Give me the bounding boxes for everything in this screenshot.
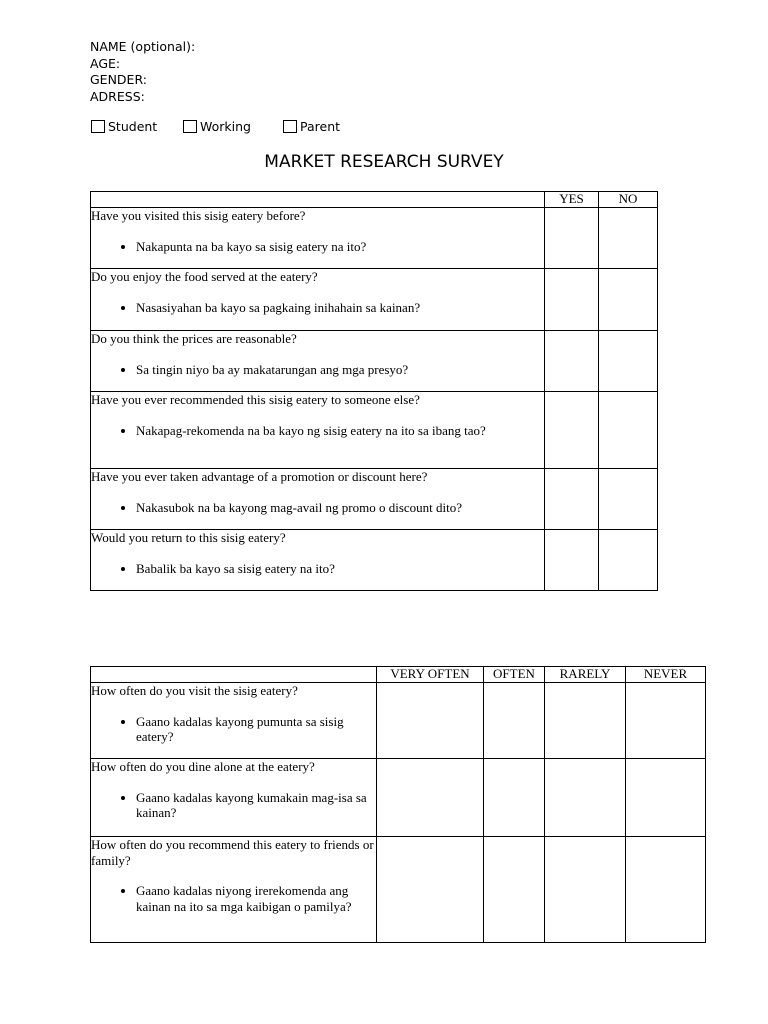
table-row	[91, 759, 706, 837]
often-header: OFTEN	[484, 667, 545, 683]
question-english: Have you ever taken advantage of a promotion or discount here?	[91, 469, 428, 484]
table-row	[91, 331, 658, 392]
page-title: MARKET RESEARCH SURVEY	[264, 152, 504, 172]
question-cell	[91, 469, 545, 530]
working-checkbox[interactable]	[183, 120, 197, 133]
answer-cell[interactable]	[626, 837, 706, 943]
answer-cell[interactable]	[377, 837, 484, 943]
answer-cell[interactable]	[545, 208, 599, 269]
age-field-label: AGE:	[90, 55, 121, 71]
answer-cell[interactable]	[599, 208, 658, 269]
parent-label: Parent	[300, 119, 341, 134]
table-row	[91, 269, 658, 331]
table-row	[91, 392, 658, 469]
address-field-label: ADRESS:	[90, 88, 145, 104]
role-working[interactable]	[183, 119, 251, 134]
role-options	[0, 119, 768, 135]
translation-list	[91, 423, 544, 439]
translation-list	[91, 239, 544, 255]
question-english: Do you think the prices are reasonable?	[91, 331, 297, 346]
answer-cell[interactable]	[484, 759, 545, 837]
answer-cell[interactable]	[599, 331, 658, 392]
working-label: Working	[200, 119, 251, 134]
answer-cell[interactable]	[545, 269, 599, 331]
table-row	[91, 469, 658, 530]
answer-cell[interactable]	[545, 837, 626, 943]
yes-no-table	[90, 191, 658, 591]
answer-cell[interactable]	[599, 469, 658, 530]
question-english: Have you ever recommended this sisig eatery to someone else?	[91, 392, 420, 407]
question-tagalog: • Nakapag-rekomenda na ba kayo ng sisig eatery na ito sa ibang tao?	[136, 423, 544, 439]
yes-header: YES	[545, 192, 599, 208]
question-tagalog: • Nasasiyahan ba kayo sa pagkaing inihahain sa kainan?	[136, 300, 544, 316]
translation-list	[91, 500, 544, 516]
answer-cell[interactable]	[626, 759, 706, 837]
table-row	[91, 530, 658, 591]
question-header-cell	[91, 192, 545, 208]
question-header-cell	[91, 667, 377, 683]
question-tagalog: • Gaano kadalas niyong irerekomenda ang kainan na ito sa mga kaibigan o pamilya?	[136, 883, 376, 914]
question-tagalog: • Nakapunta na ba kayo sa sisig eatery na ito?	[136, 239, 544, 255]
translation-list	[91, 883, 376, 914]
student-label: Student	[108, 119, 158, 134]
question-cell	[91, 530, 545, 591]
translation-list	[91, 790, 376, 821]
answer-cell[interactable]	[545, 530, 599, 591]
question-tagalog: • Babalik ba kayo sa sisig eatery na ito?	[136, 561, 544, 577]
answer-cell[interactable]	[599, 269, 658, 331]
question-cell	[91, 683, 377, 759]
question-cell	[91, 269, 545, 331]
student-checkbox[interactable]	[91, 120, 105, 133]
answer-cell[interactable]	[484, 683, 545, 759]
question-tagalog: • Sa tingin niyo ba ay makatarungan ang mga presyo?	[136, 362, 544, 378]
frequency-table	[90, 666, 706, 943]
answer-cell[interactable]	[377, 759, 484, 837]
question-english: How often do you recommend this eatery to friends or family?	[91, 837, 374, 868]
question-cell	[91, 837, 377, 943]
answer-cell[interactable]	[545, 392, 599, 469]
role-student[interactable]	[91, 119, 157, 134]
gender-field-label: GENDER:	[90, 72, 147, 87]
never-header: NEVER	[626, 667, 706, 683]
answer-cell[interactable]	[626, 683, 706, 759]
answer-cell[interactable]	[377, 683, 484, 759]
answer-cell[interactable]	[599, 392, 658, 469]
rarely-header: RARELY	[545, 667, 626, 683]
answer-cell[interactable]	[545, 469, 599, 530]
answer-cell[interactable]	[599, 530, 658, 591]
question-english: How often do you visit the sisig eatery?	[91, 683, 298, 698]
translation-list	[91, 714, 376, 745]
name-field-label: NAME (optional):	[90, 39, 196, 54]
question-tagalog: • Gaano kadalas kayong pumunta sa sisig eatery?	[136, 714, 376, 745]
answer-cell[interactable]	[545, 759, 626, 837]
question-cell	[91, 759, 377, 837]
table-row	[91, 208, 658, 269]
translation-list	[91, 362, 544, 378]
question-tagalog: • Nakasubok na ba kayong mag-avail ng promo o discount dito?	[136, 500, 544, 516]
question-english: Would you return to this sisig eatery?	[91, 530, 286, 545]
respondent-info	[90, 39, 195, 105]
question-cell	[91, 208, 545, 269]
answer-cell[interactable]	[545, 331, 599, 392]
translation-list	[91, 300, 544, 316]
question-cell	[91, 331, 545, 392]
translation-list	[91, 561, 544, 577]
table-row	[91, 837, 706, 943]
answer-cell[interactable]	[545, 683, 626, 759]
question-english: Have you visited this sisig eatery before?	[91, 208, 306, 223]
answer-cell[interactable]	[484, 837, 545, 943]
very-often-header: VERY OFTEN	[377, 667, 484, 683]
no-header: NO	[599, 192, 658, 208]
question-english: Do you enjoy the food served at the eatery?	[91, 269, 318, 284]
question-english: How often do you dine alone at the eatery?	[91, 759, 315, 774]
table-row	[91, 683, 706, 759]
question-cell	[91, 392, 545, 469]
role-parent[interactable]	[283, 119, 340, 134]
table-header-row	[91, 192, 658, 208]
table-header-row	[91, 667, 706, 683]
parent-checkbox[interactable]	[283, 120, 297, 133]
question-tagalog: • Gaano kadalas kayong kumakain mag-isa sa kainan?	[136, 790, 376, 821]
